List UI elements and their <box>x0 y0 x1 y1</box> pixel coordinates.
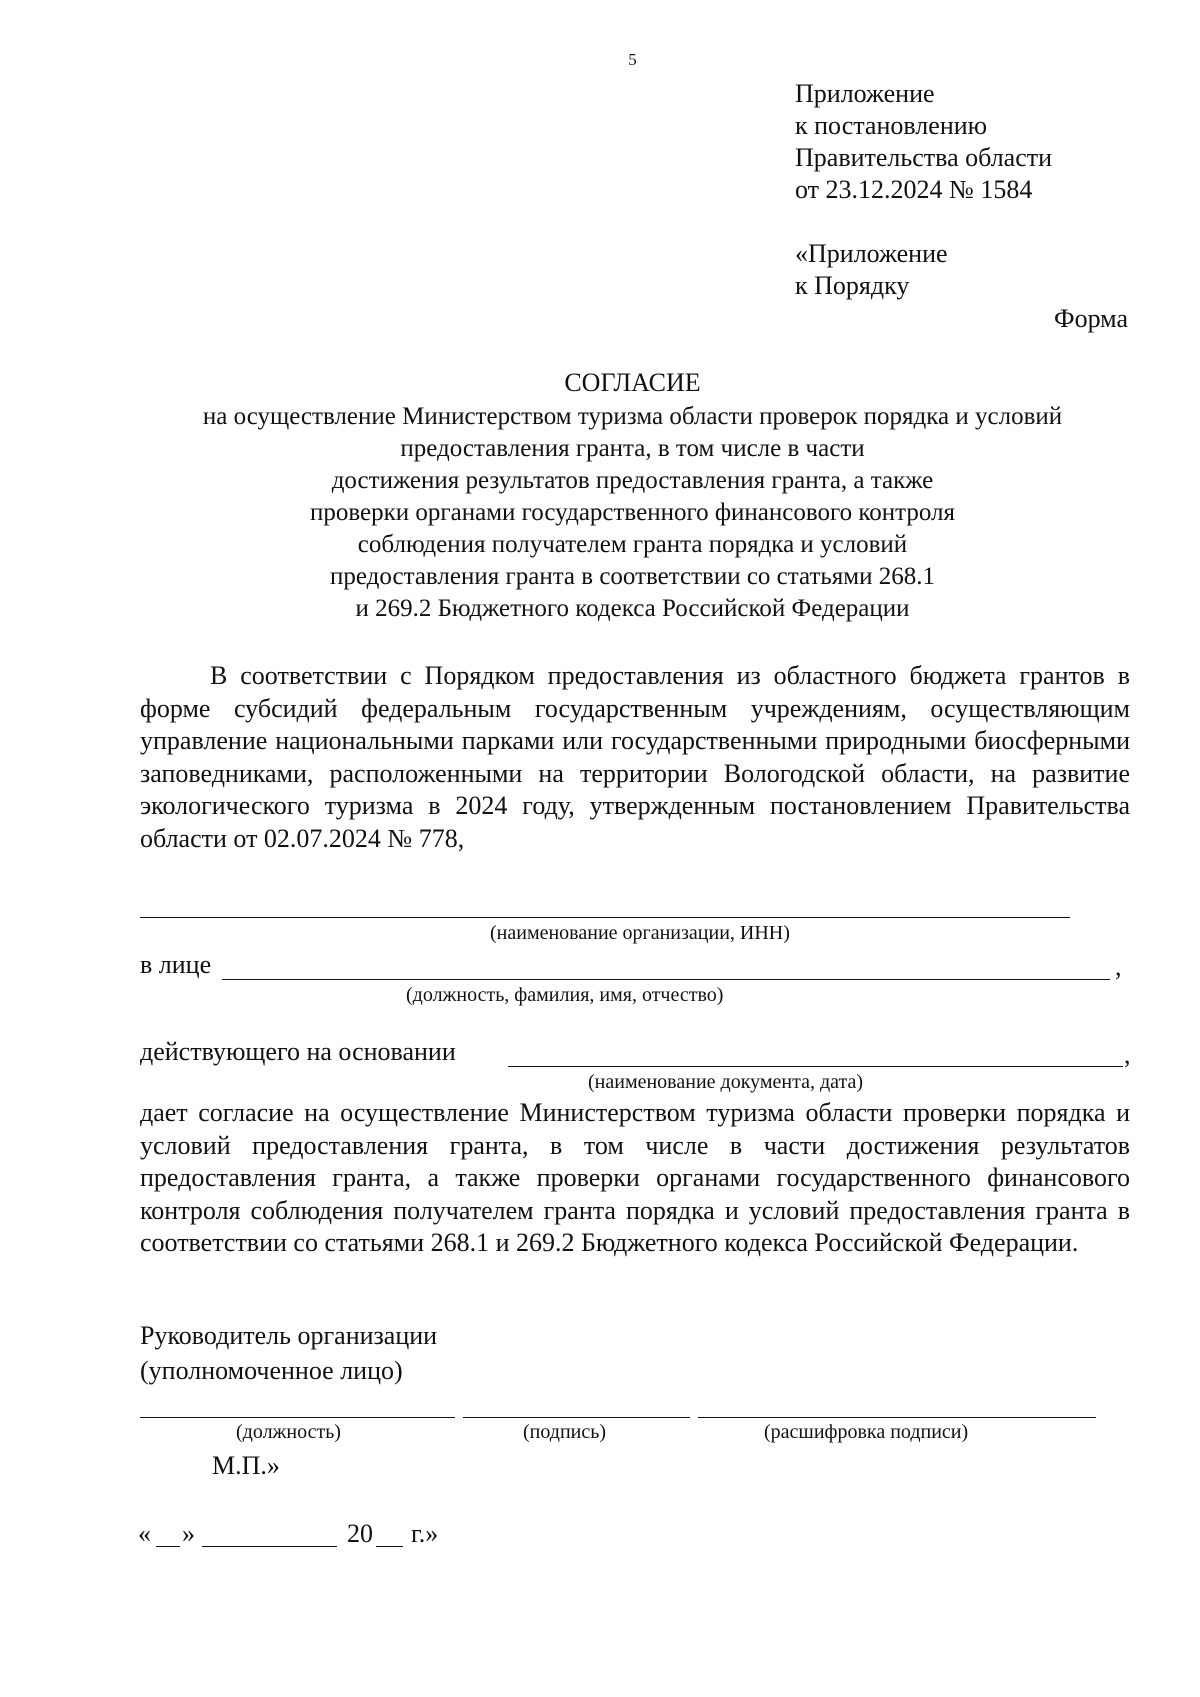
appendix-line: Приложение <box>795 79 935 108</box>
comma: , <box>1124 1040 1131 1069</box>
appendix-to-order-block <box>795 238 948 302</box>
appendix-block <box>795 78 1052 206</box>
seal-mark: М.П.» <box>212 1451 280 1480</box>
in-person-caption: (должность, фамилия, имя, отчество) <box>406 984 724 1006</box>
position-caption: (должность) <box>236 1421 341 1443</box>
month-line <box>202 1546 337 1547</box>
consent-paragraph: дает согласие на осуществление Министерством туризма области проверки порядка и условий предоставления гранта, в том числе в части достижения результатов предоставления гранта, а также проверки органами государственного финансового контроля соблюдения получателем гранта порядка и условий предоставления гранта в соответствии со статьями 268.1 и 269.2 Бюджетного кодекса Российской Федерации. <box>140 1098 1130 1257</box>
date-open-quote: « <box>138 1519 151 1548</box>
decoding-caption: (расшифровка подписи) <box>764 1421 969 1443</box>
basis-caption: (наименование документа, дата) <box>588 1071 864 1093</box>
position-line <box>140 1417 455 1418</box>
appendix2-line: «Приложение <box>795 239 948 268</box>
year-line <box>376 1546 403 1547</box>
subtitle-line: соблюдения получателем гранта порядка и условий <box>357 531 908 558</box>
subtitle-line: предоставления гранта в соответствии со статьями 268.1 <box>330 563 935 590</box>
appendix-line: Правительства области <box>795 143 1053 172</box>
appendix-line: от 23.12.2024 № 1584 <box>795 175 1033 204</box>
signature-line <box>463 1417 690 1418</box>
in-person-label: в лице <box>140 950 212 979</box>
signature-caption: (подпись) <box>523 1421 607 1443</box>
appendix2-line: к Порядку <box>795 271 910 300</box>
decoding-line <box>698 1417 1096 1418</box>
subtitle-line: достижения результатов предоставления гранта, а также <box>331 467 934 494</box>
intro-paragraph: В соответствии с Порядком предоставления из областного бюджета грантов в форме субсидий федеральным государственным учреждениям, осуществляющим управление национальными парками или государственными природными биосферными заповедниками, расположенными на территории Вологодской области, на развитие экологического туризма в 2024 году, утвержденным постановлением Правительства области от 02.07.2024 № 778, <box>140 661 1130 853</box>
form-label: Форма <box>1054 304 1128 333</box>
day-line <box>156 1546 180 1547</box>
comma: , <box>1115 952 1122 981</box>
appendix-line: к постановлению <box>795 111 988 140</box>
in-person-line <box>222 979 1110 980</box>
org-name-line <box>140 917 1070 918</box>
basis-label: действующего на основании <box>140 1037 456 1066</box>
year-suffix: г.» <box>411 1519 439 1548</box>
year-prefix: 20 <box>347 1519 373 1548</box>
subtitle-line: на осуществление Министерством туризма области проверок порядка и условий <box>202 403 1063 430</box>
basis-line <box>508 1066 1123 1067</box>
org-name-caption: (наименование организации, ИНН) <box>490 922 790 944</box>
subtitle-line: проверки органами государственного финансового контроля <box>309 499 956 526</box>
page-number: 5 <box>628 50 637 69</box>
subtitle-line: и 269.2 Бюджетного кодекса Российской Федерации <box>355 595 910 622</box>
date-close-quote: » <box>182 1519 195 1548</box>
head-label: Руководитель организации <box>140 1321 438 1350</box>
document-title: СОГЛАСИЕ <box>564 368 701 397</box>
authorized-person-label: (уполномоченное лицо) <box>140 1356 403 1385</box>
subtitle-line: предоставления гранта, в том числе в части <box>400 435 865 462</box>
